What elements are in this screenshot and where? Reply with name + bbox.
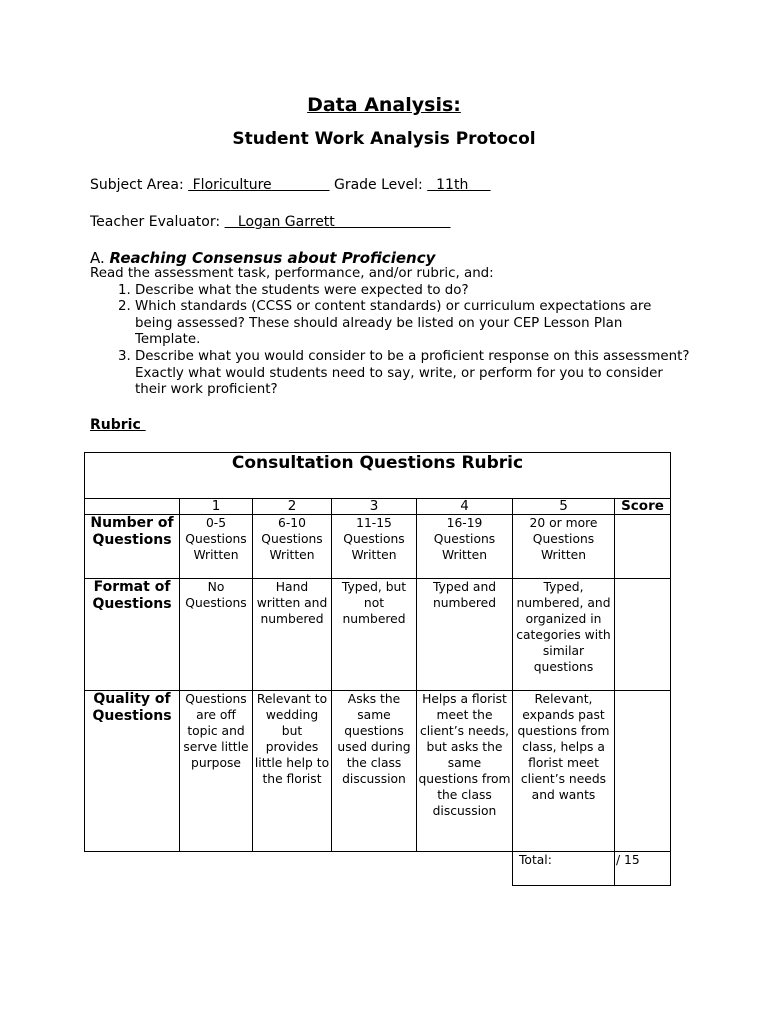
- blank-cell: [253, 852, 332, 886]
- rubric-cell: Questions are off topic and serve little purpose: [180, 691, 253, 852]
- score-cell[interactable]: [615, 579, 671, 691]
- row-label: Quality of Questions: [85, 691, 180, 852]
- page-title: Data Analysis:: [307, 94, 461, 116]
- rubric-row: [85, 579, 671, 691]
- rubric-label: Rubric: [90, 417, 146, 433]
- instruction-item: 3. Describe what you would consider to be a proficient response on this assessment? Exactly what would students need to say, write, or perform for you to consider their work proficient?: [135, 349, 690, 399]
- subject-grade-line: [90, 177, 491, 193]
- rubric-cell: 11-15 Questions Written: [332, 515, 417, 579]
- teacher-value: Logan Garrett: [224, 214, 451, 230]
- rubric-table: [84, 452, 671, 886]
- rubric-cell: 20 or more Questions Written: [513, 515, 615, 579]
- row-label: Number of Questions: [85, 515, 180, 579]
- section-a-body: [90, 266, 690, 399]
- subject-label: Subject Area:: [90, 177, 189, 193]
- instruction-item: 2. Which standards (CCSS or content standards) or curriculum expectations are being assessed? These should already be listed on your CEP Lesson Plan Template.: [135, 299, 690, 349]
- rubric-cell: 16-19 Questions Written: [417, 515, 513, 579]
- rubric-cell: Hand written and numbered: [253, 579, 332, 691]
- score-cell[interactable]: [615, 691, 671, 852]
- rubric-cell: 6-10 Questions Written: [253, 515, 332, 579]
- score-header: Score: [615, 499, 671, 515]
- instruction-item: 1. Describe what the students were expected to do?: [135, 283, 690, 300]
- rubric-row: [85, 691, 671, 852]
- level-header: 4: [417, 499, 513, 515]
- instruction-list: [90, 283, 690, 399]
- section-a-title: Reaching Consensus about Proficiency: [109, 249, 436, 267]
- teacher-line: [90, 214, 451, 230]
- row-label: Format of Questions: [85, 579, 180, 691]
- blank-cell: [180, 852, 253, 886]
- subject-value: Floriculture: [188, 177, 330, 193]
- section-a-prefix: A.: [90, 249, 110, 267]
- section-a-heading: [90, 249, 435, 267]
- level-header: 5: [513, 499, 615, 515]
- level-header: 3: [332, 499, 417, 515]
- blank-cell: [417, 852, 513, 886]
- rubric-cell: Relevant, expands past questions from class, helps a florist meet client’s needs and wants: [513, 691, 615, 852]
- score-cell[interactable]: [615, 515, 671, 579]
- rubric-row: [85, 515, 671, 579]
- total-score[interactable]: / 15: [615, 852, 671, 886]
- rubric-cell: Asks the same questions used during the class discussion: [332, 691, 417, 852]
- rubric-cell: No Questions: [180, 579, 253, 691]
- rubric-cell: Typed, but not numbered: [332, 579, 417, 691]
- blank-cell: [85, 852, 180, 886]
- rubric-cell: Typed, numbered, and organized in categories with similar questions: [513, 579, 615, 691]
- rubric-title: Consultation Questions Rubric: [85, 453, 671, 499]
- grade-label: Grade Level:: [329, 177, 428, 193]
- page-subtitle: Student Work Analysis Protocol: [232, 129, 536, 149]
- total-label: Total:: [513, 852, 615, 886]
- teacher-label: Teacher Evaluator:: [90, 214, 225, 230]
- level-header: 1: [180, 499, 253, 515]
- total-row: [85, 852, 671, 886]
- empty-header-cell: [85, 499, 180, 515]
- rubric-cell: Relevant to wedding but provides little help to the florist: [253, 691, 332, 852]
- level-header: 2: [253, 499, 332, 515]
- rubric-cell: 0-5 Questions Written: [180, 515, 253, 579]
- rubric-cell: Typed and numbered: [417, 579, 513, 691]
- rubric-level-row: [85, 499, 671, 515]
- grade-value: 11th: [427, 177, 491, 193]
- blank-cell: [332, 852, 417, 886]
- section-a-intro: Read the assessment task, performance, and/or rubric, and:: [90, 266, 494, 281]
- rubric-cell: Helps a florist meet the client’s needs, but asks the same questions from the class discussion: [417, 691, 513, 852]
